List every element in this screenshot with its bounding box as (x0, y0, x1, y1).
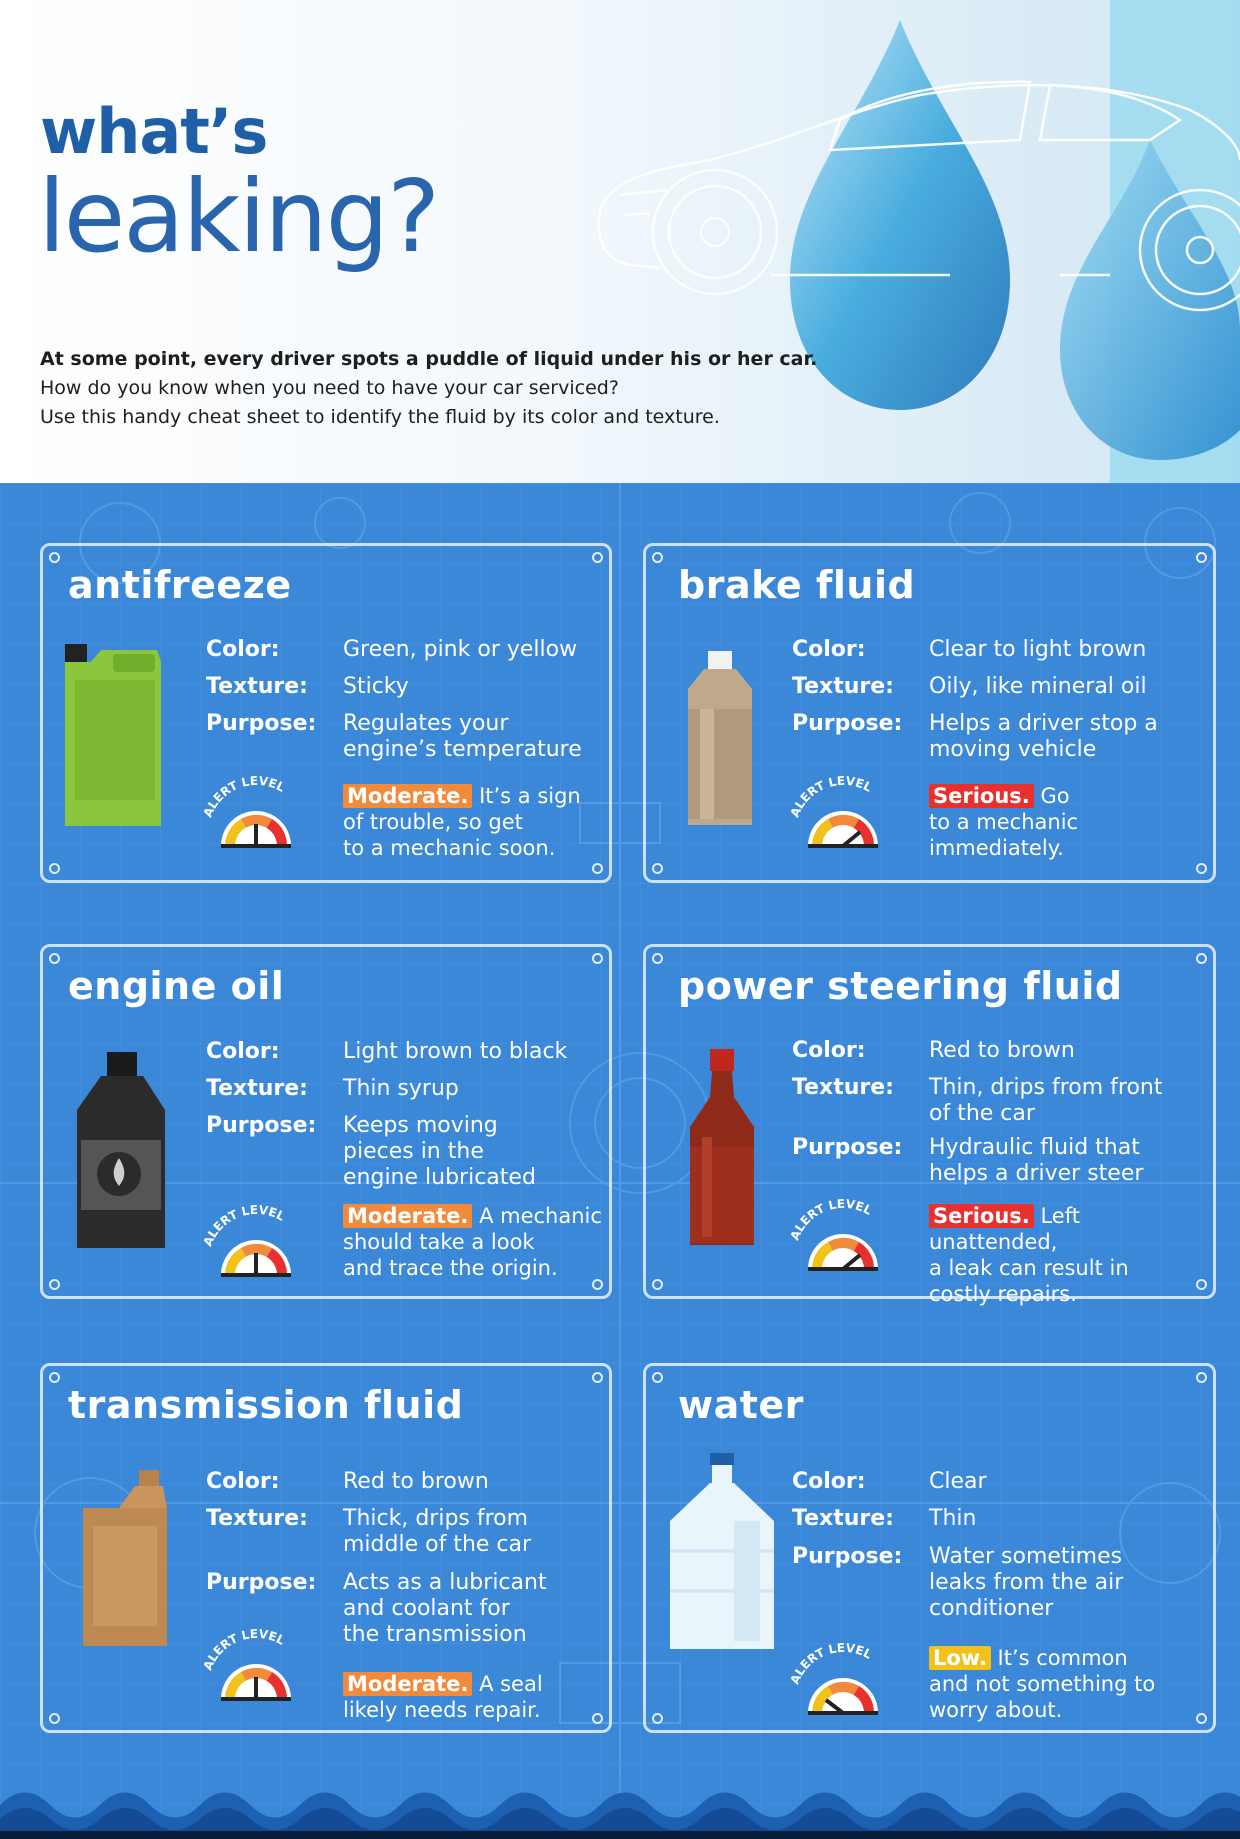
purpose-value: Water sometimes leaks from the air conditioner (929, 1544, 1124, 1621)
purpose-label: Purpose: (206, 1570, 317, 1595)
color-label: Color: (206, 1039, 280, 1064)
color-label: Color: (792, 1469, 866, 1494)
color-label: Color: (792, 637, 866, 662)
purpose-label: Purpose: (792, 711, 903, 736)
texture-value: Thin syrup (343, 1076, 459, 1101)
texture-value: Thin (929, 1506, 977, 1531)
screw-icon (49, 1279, 60, 1290)
card-engine-oil (40, 944, 612, 1299)
card-brake-fluid (643, 543, 1216, 883)
card-transmission-fluid (40, 1363, 612, 1733)
card-title: engine oil (68, 964, 285, 1008)
green-jug-icon (61, 640, 165, 830)
purpose-value: Keeps moving pieces in the engine lubricated (343, 1113, 536, 1190)
severity-badge: Moderate. (343, 784, 472, 808)
intro-text (40, 345, 817, 432)
texture-label: Texture: (206, 1506, 308, 1531)
color-value: Clear (929, 1469, 987, 1494)
purpose-label: Purpose: (792, 1544, 903, 1569)
brake-fluid-bottle-icon (682, 649, 758, 825)
water-waves (0, 1775, 1240, 1839)
severity-badge: Serious. (929, 1204, 1034, 1228)
severity-note: Low. It’s common and not something to worry about. (929, 1646, 1156, 1722)
purpose-value: Helps a driver stop a moving vehicle (929, 711, 1158, 762)
svg-text:ALERT LEVEL: ALERT LEVEL (787, 1640, 875, 1687)
purpose-value: Regulates your engine’s temperature (343, 711, 582, 762)
card-power-steering-fluid (643, 944, 1216, 1306)
screw-icon (592, 863, 603, 874)
screw-icon (592, 1713, 603, 1724)
severity-note: Serious. Go to a mechanic immediately. (929, 784, 1079, 860)
screw-icon (652, 863, 663, 874)
screw-icon (592, 953, 603, 964)
screw-icon (652, 1372, 663, 1383)
screw-icon (592, 1372, 603, 1383)
purpose-label: Purpose: (206, 711, 317, 736)
screw-icon (652, 1713, 663, 1724)
brown-bottle-icon (79, 1468, 171, 1648)
color-label: Color: (206, 1469, 280, 1494)
intro-line-3: Use this handy cheat sheet to identify the fluid by its color and texture. (40, 406, 720, 428)
card-title: transmission fluid (68, 1383, 464, 1427)
header-banner (0, 0, 1240, 483)
red-bottle-icon (684, 1047, 760, 1247)
alert-level-gauge-icon (786, 1179, 901, 1279)
oil-bottle-icon (73, 1050, 169, 1250)
color-label: Color: (792, 1038, 866, 1063)
severity-note: Serious. Left unattended, a leak can result in costly repairs. (929, 1204, 1129, 1306)
color-label: Color: (206, 637, 280, 662)
severity-badge: Serious. (929, 784, 1034, 808)
screw-icon (1196, 953, 1207, 964)
severity-note: Moderate. A seal likely needs repair. (343, 1672, 543, 1722)
severity-note: Moderate. It’s a sign of trouble, so get to a mechanic soon. (343, 784, 581, 860)
texture-value: Oily, like mineral oil (929, 674, 1147, 699)
svg-text:ALERT LEVEL: ALERT LEVEL (787, 1196, 875, 1243)
screw-icon (1196, 863, 1207, 874)
svg-text:ALERT LEVEL: ALERT LEVEL (200, 1202, 288, 1249)
card-title: power steering fluid (678, 964, 1123, 1008)
texture-value: Sticky (343, 674, 409, 699)
color-value: Light brown to black (343, 1039, 568, 1064)
title-line-1: what’s (40, 95, 268, 168)
screw-icon (49, 863, 60, 874)
card-title: water (678, 1383, 804, 1427)
intro-line-2: How do you know when you need to have your car serviced? (40, 377, 619, 399)
svg-text:ALERT LEVEL: ALERT LEVEL (787, 773, 875, 820)
alert-level-gauge-icon (199, 756, 314, 856)
card-title: brake fluid (678, 563, 916, 607)
title-line-2: leaking? (38, 158, 439, 275)
screw-icon (652, 552, 663, 563)
texture-label: Texture: (792, 1506, 894, 1531)
texture-value: Thick, drips from middle of the car (343, 1506, 532, 1557)
card-antifreeze (40, 543, 612, 883)
alert-level-gauge-icon (786, 756, 901, 856)
severity-note: Moderate. A mechanic should take a look and trace the origin. (343, 1204, 602, 1280)
bottom-edge (0, 1831, 1240, 1839)
color-value: Clear to light brown (929, 637, 1147, 662)
purpose-value: Hydraulic fluid that helps a driver steer (929, 1135, 1144, 1186)
card-water (643, 1363, 1216, 1733)
screw-icon (592, 552, 603, 563)
water-jug-icon (664, 1451, 780, 1651)
severity-badge: Moderate. (343, 1672, 472, 1696)
severity-badge: Low. (929, 1646, 991, 1670)
color-value: Green, pink or yellow (343, 637, 578, 662)
intro-bold-line: At some point, every driver spots a puddle of liquid under his or her car. (40, 348, 818, 370)
screw-icon (49, 1713, 60, 1724)
alert-level-gauge-icon (786, 1623, 901, 1723)
color-value: Red to brown (929, 1038, 1075, 1063)
svg-text:ALERT LEVEL: ALERT LEVEL (200, 773, 288, 820)
screw-icon (49, 1372, 60, 1383)
screw-icon (49, 552, 60, 563)
alert-level-gauge-icon (199, 1185, 314, 1285)
screw-icon (652, 953, 663, 964)
screw-icon (1196, 552, 1207, 563)
purpose-label: Purpose: (206, 1113, 317, 1138)
svg-text:ALERT LEVEL: ALERT LEVEL (200, 1626, 288, 1673)
screw-icon (652, 1279, 663, 1290)
card-title: antifreeze (68, 563, 292, 607)
texture-label: Texture: (206, 1076, 308, 1101)
severity-badge: Moderate. (343, 1204, 472, 1228)
texture-label: Texture: (206, 674, 308, 699)
texture-label: Texture: (792, 1075, 894, 1100)
color-value: Red to brown (343, 1469, 489, 1494)
alert-level-gauge-icon (199, 1609, 314, 1709)
screw-icon (1196, 1372, 1207, 1383)
texture-label: Texture: (792, 674, 894, 699)
purpose-label: Purpose: (792, 1135, 903, 1160)
texture-value: Thin, drips from front of the car (929, 1075, 1163, 1126)
purpose-value: Acts as a lubricant and coolant for the transmission (343, 1570, 547, 1647)
screw-icon (49, 953, 60, 964)
screw-icon (1196, 1713, 1207, 1724)
